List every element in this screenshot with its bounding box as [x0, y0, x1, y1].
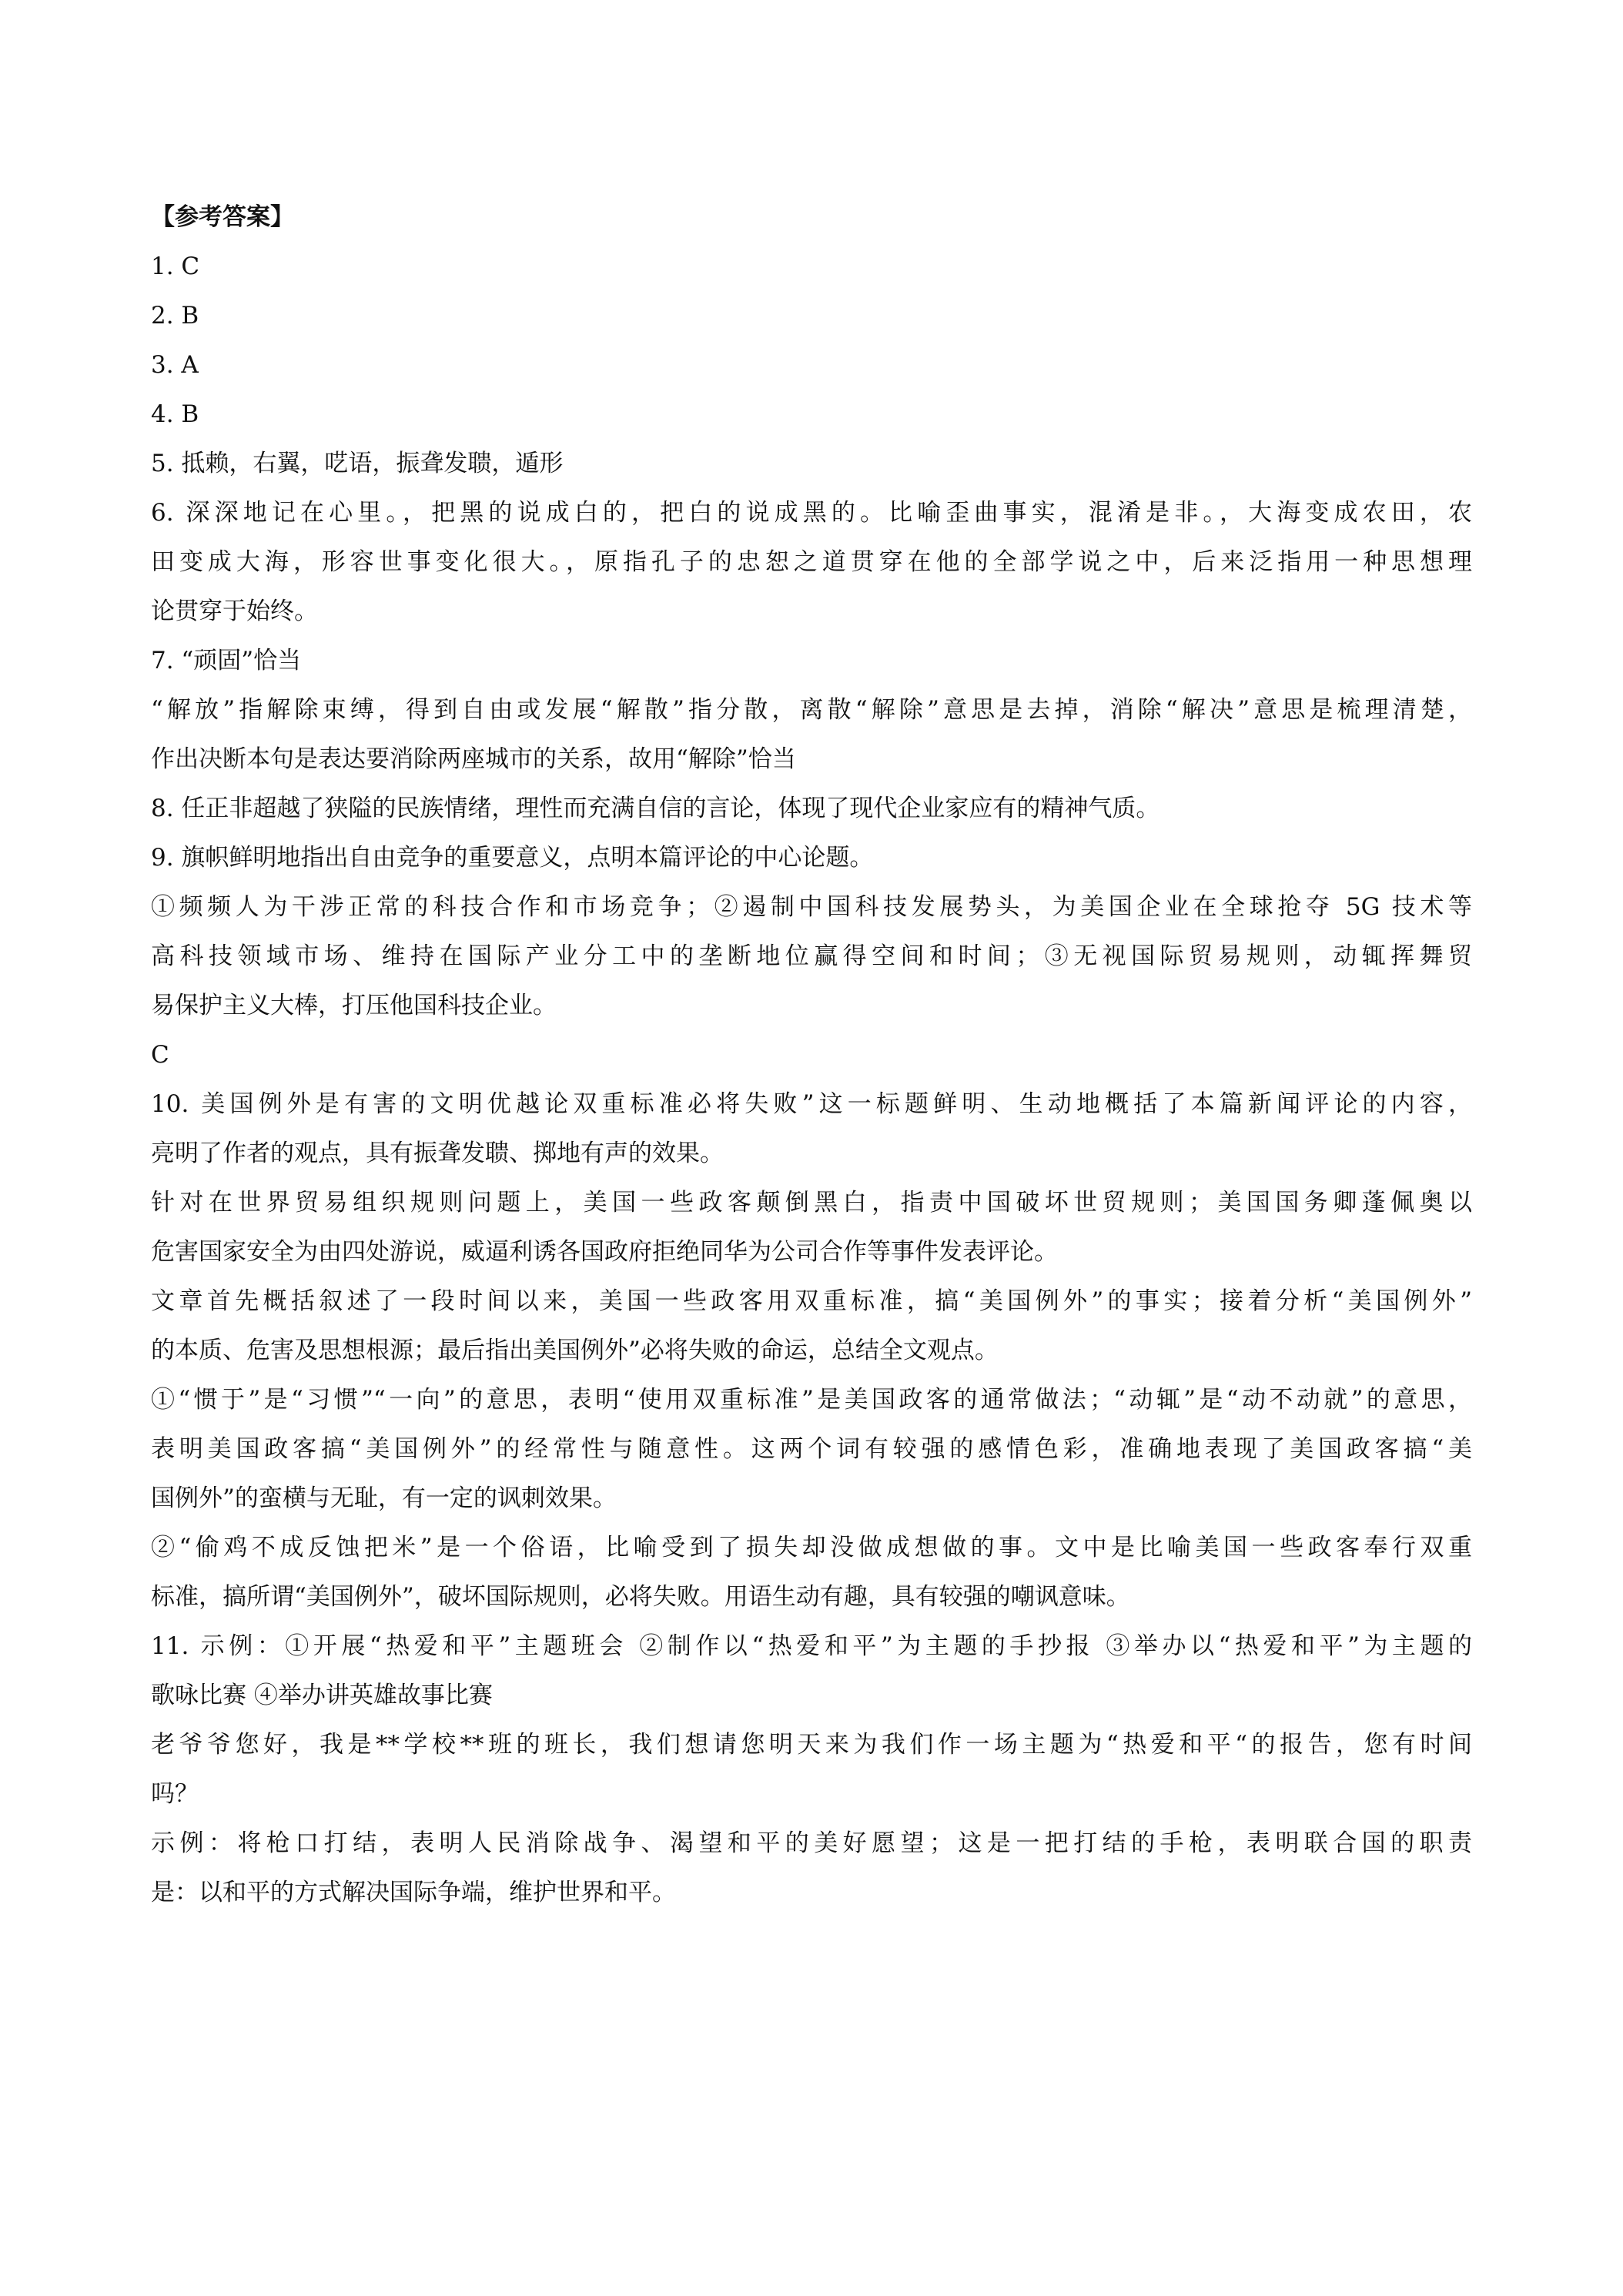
- text-line: 是：以和平的方式解决国际争端，维护世界和平。: [151, 1879, 676, 1906]
- answer-heading: 【参考答案】: [151, 203, 294, 231]
- text-line: 老爷爷您好，我是**学校**班的班长，我们想请您明天来为我们作一场主题为“热爱和平“的报告，您有时间: [151, 1731, 1472, 1759]
- text-line: ②“偷鸡不成反蚀把米”是一个俗语，比喻受到了损失却没做成想做的事。文中是比喻美国一些政客奉行双重: [151, 1534, 1472, 1561]
- text-line: 论贯穿于始终。: [151, 597, 318, 625]
- text-line: 6. 深深地记在心里。，把黑的说成白的，把白的说成黑的。比喻歪曲事实，混淆是非。，大海变成农田，农: [151, 499, 1472, 527]
- text-line: 3. A: [151, 351, 199, 379]
- text-line: 标准，搞所谓“美国例外”，破坏国际规则，必将失败。用语生动有趣，具有较强的嘲讽意味。: [151, 1583, 1130, 1611]
- text-line: 5. 抵赖，右翼，呓语，振聋发聩，遁形: [151, 450, 564, 477]
- text-line: 示例：将枪口打结，表明人民消除战争、渴望和平的美好愿望；这是一把打结的手枪，表明联合国的职责: [151, 1829, 1472, 1857]
- text-line: 歌咏比赛 ④举办讲英雄故事比赛: [151, 1682, 493, 1709]
- text-line: 的本质、危害及思想根源；最后指出美国例外”必将失败的命运，总结全文观点。: [151, 1337, 999, 1364]
- text-line: 表明美国政客搞“美国例外”的经常性与随意性。这两个词有较强的感情色彩，准确地表现了美国政客搞“美: [151, 1435, 1472, 1463]
- text-line: 4. B: [151, 400, 199, 428]
- text-line: 文章首先概括叙述了一段时间以来，美国一些政客用双重标准，搞“美国例外”的事实；接着分析“美国例外”: [151, 1287, 1472, 1315]
- answer-content: [151, 192, 1472, 1917]
- text-line: “解放”指解除束缚，得到自由或发展“解散”指分散，离散“解除”意思是去掉，消除“解决”意思是梳理清楚，: [151, 696, 1472, 724]
- text-line: 8. 任正非超越了狭隘的民族情绪，理性而充满自信的言论，体现了现代企业家应有的精神气质。: [151, 795, 1160, 822]
- text-line: 10. 美国例外是有害的文明优越论双重标准必将失败”这一标题鲜明、生动地概括了本篇新闻评论的内容，: [151, 1090, 1472, 1118]
- text-line: 亮明了作者的观点，具有振聋发聩、掷地有声的效果。: [151, 1140, 724, 1167]
- text-line: 1. C: [151, 253, 200, 280]
- text-line: ①频频人为干涉正常的科技合作和市场竞争；②遏制中国科技发展势头，为美国企业在全球抢夺 5G 技术等: [151, 893, 1472, 921]
- text-line: 7. “顽固”恰当: [151, 647, 302, 674]
- text-line: 易保护主义大棒，打压他国科技企业。: [151, 992, 557, 1019]
- text-line: 作出决断本句是表达要消除两座城市的关系，故用“解除”恰当: [151, 745, 796, 773]
- text-line: C: [151, 1041, 169, 1069]
- text-line: ①“惯于”是“习惯”“一向”的意思，表明“使用双重标准”是美国政客的通常做法；“动辄”是“动不动就”的意思，: [151, 1386, 1472, 1414]
- text-line: 2. B: [151, 302, 199, 330]
- text-line: 危害国家安全为由四处游说，威逼利诱各国政府拒绝同华为公司合作等事件发表评论。: [151, 1238, 1058, 1266]
- text-line: 11. 示例：①开展“热爱和平”主题班会 ②制作以“热爱和平”为主题的手抄报 ③举办以“热爱和平”为主题的: [151, 1632, 1472, 1660]
- text-line: 9. 旗帜鲜明地指出自由竞争的重要意义，点明本篇评论的中心论题。: [151, 844, 874, 872]
- text-line: 针对在世界贸易组织规则问题上，美国一些政客颠倒黑白，指责中国破坏世贸规则；美国国务卿蓬佩奥以: [151, 1189, 1472, 1217]
- text-line: 高科技领域市场、维持在国际产业分工中的垄断地位赢得空间和时间；③无视国际贸易规则，动辄挥舞贸: [151, 942, 1472, 970]
- text-line: 国例外”的蛮横与无耻，有一定的讽刺效果。: [151, 1484, 617, 1512]
- text-line: 田变成大海，形容世事变化很大。，原指孔子的忠恕之道贯穿在他的全部学说之中，后来泛指用一种思想理: [151, 548, 1472, 576]
- answer-lines: [151, 242, 1472, 1917]
- text-line: 吗？: [151, 1780, 199, 1808]
